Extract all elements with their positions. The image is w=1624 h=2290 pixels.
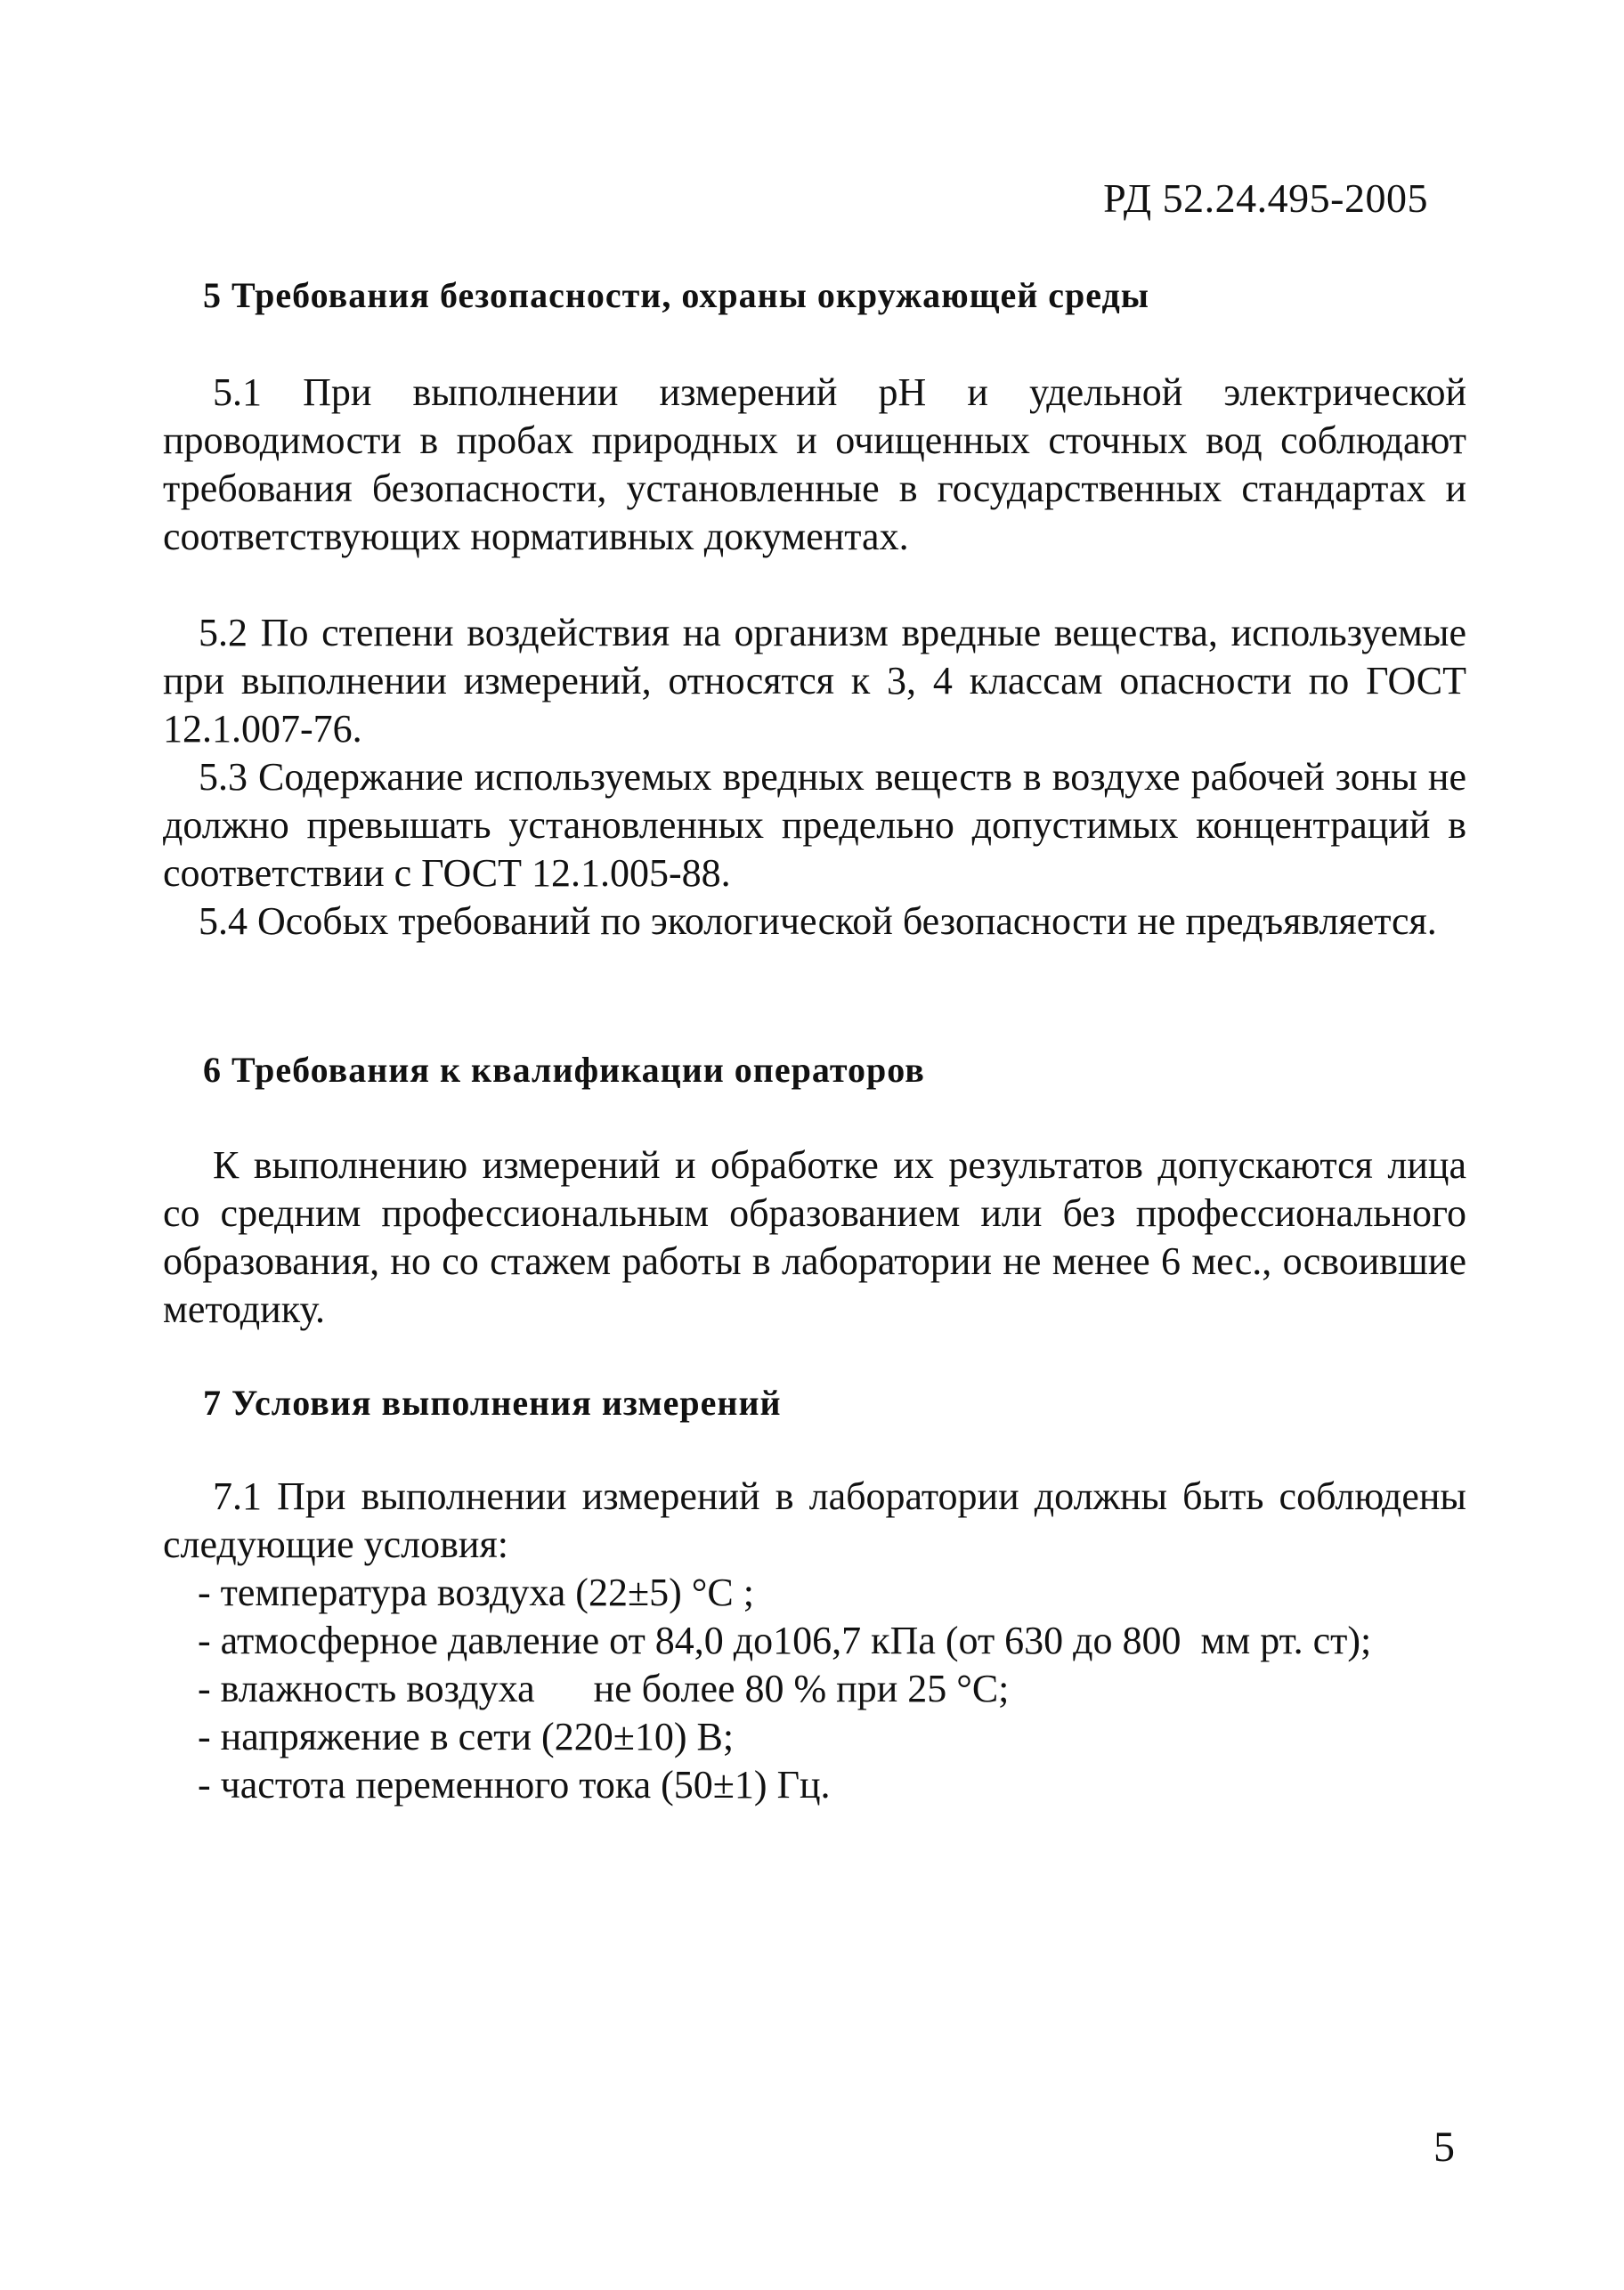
paragraph-5-1 — [163, 369, 1466, 561]
paragraph-5-4 — [163, 897, 1466, 946]
condition-voltage: - напряжение в сети (220±10) В; — [198, 1715, 735, 1758]
condition-pressure: - атмосферное давление от 84,0 до106,7 кПа (от 630 до 800 мм рт. ст); — [198, 1619, 1372, 1662]
paragraph-5-3 — [163, 753, 1466, 897]
page-number: 5 — [1433, 2124, 1455, 2171]
section-7-heading: 7 Условия выполнения измерений — [203, 1383, 782, 1423]
paragraph-7-1-text: 7.1 При выполнении измерений в лаборатории должны быть соблюдены следующие условия: — [163, 1474, 1466, 1566]
paragraph-6 — [163, 1141, 1466, 1334]
condition-humidity: - влажность воздуха не более 80 % при 25 °С; — [198, 1667, 1010, 1710]
paragraph-5-2 — [163, 609, 1466, 753]
condition-temperature: - температура воздуха (22±5) °С ; — [198, 1571, 754, 1614]
section-5-heading: 5 Требования безопасности, охраны окружающей среды — [203, 275, 1149, 315]
condition-frequency: - частота переменного тока (50±1) Гц. — [198, 1763, 831, 1807]
paragraph-5-1-text: 5.1 При выполнении измерений рН и удельной электрической проводимости в пробах природных и очищенных сточных вод соблюдают требования безопасности, установленные в государственных стандартах и соответствующих нормативных документах. — [163, 370, 1466, 558]
conditions-list — [198, 1569, 1371, 1809]
section-6-heading: 6 Требования к квалификации операторов — [203, 1050, 925, 1090]
document-code: РД 52.24.495-2005 — [1103, 175, 1428, 221]
paragraph-7-1 — [163, 1473, 1466, 1569]
paragraph-5-2-text: 5.2 По степени воздействия на организм вредные вещества, используемые при выполнении измерений, относятся к 3, 4 классам опасности по ГОСТ 12.1.007-76. — [163, 611, 1466, 751]
paragraph-6-text: К выполнению измерений и обработке их результатов допускаются лица со средним профессиональным образованием или без профессионального образования, но со стажем работы в лаборатории не менее 6 мес., освоившие методику. — [163, 1143, 1466, 1331]
paragraph-5-3-text: 5.3 Содержание используемых вредных веществ в воздухе рабочей зоны не должно превышать установленных предельно допустимых концентраций в соответствии с ГОСТ 12.1.005-88. — [163, 755, 1466, 895]
paragraph-5-4-text: 5.4 Особых требований по экологической безопасности не предъявляется. — [199, 899, 1437, 943]
